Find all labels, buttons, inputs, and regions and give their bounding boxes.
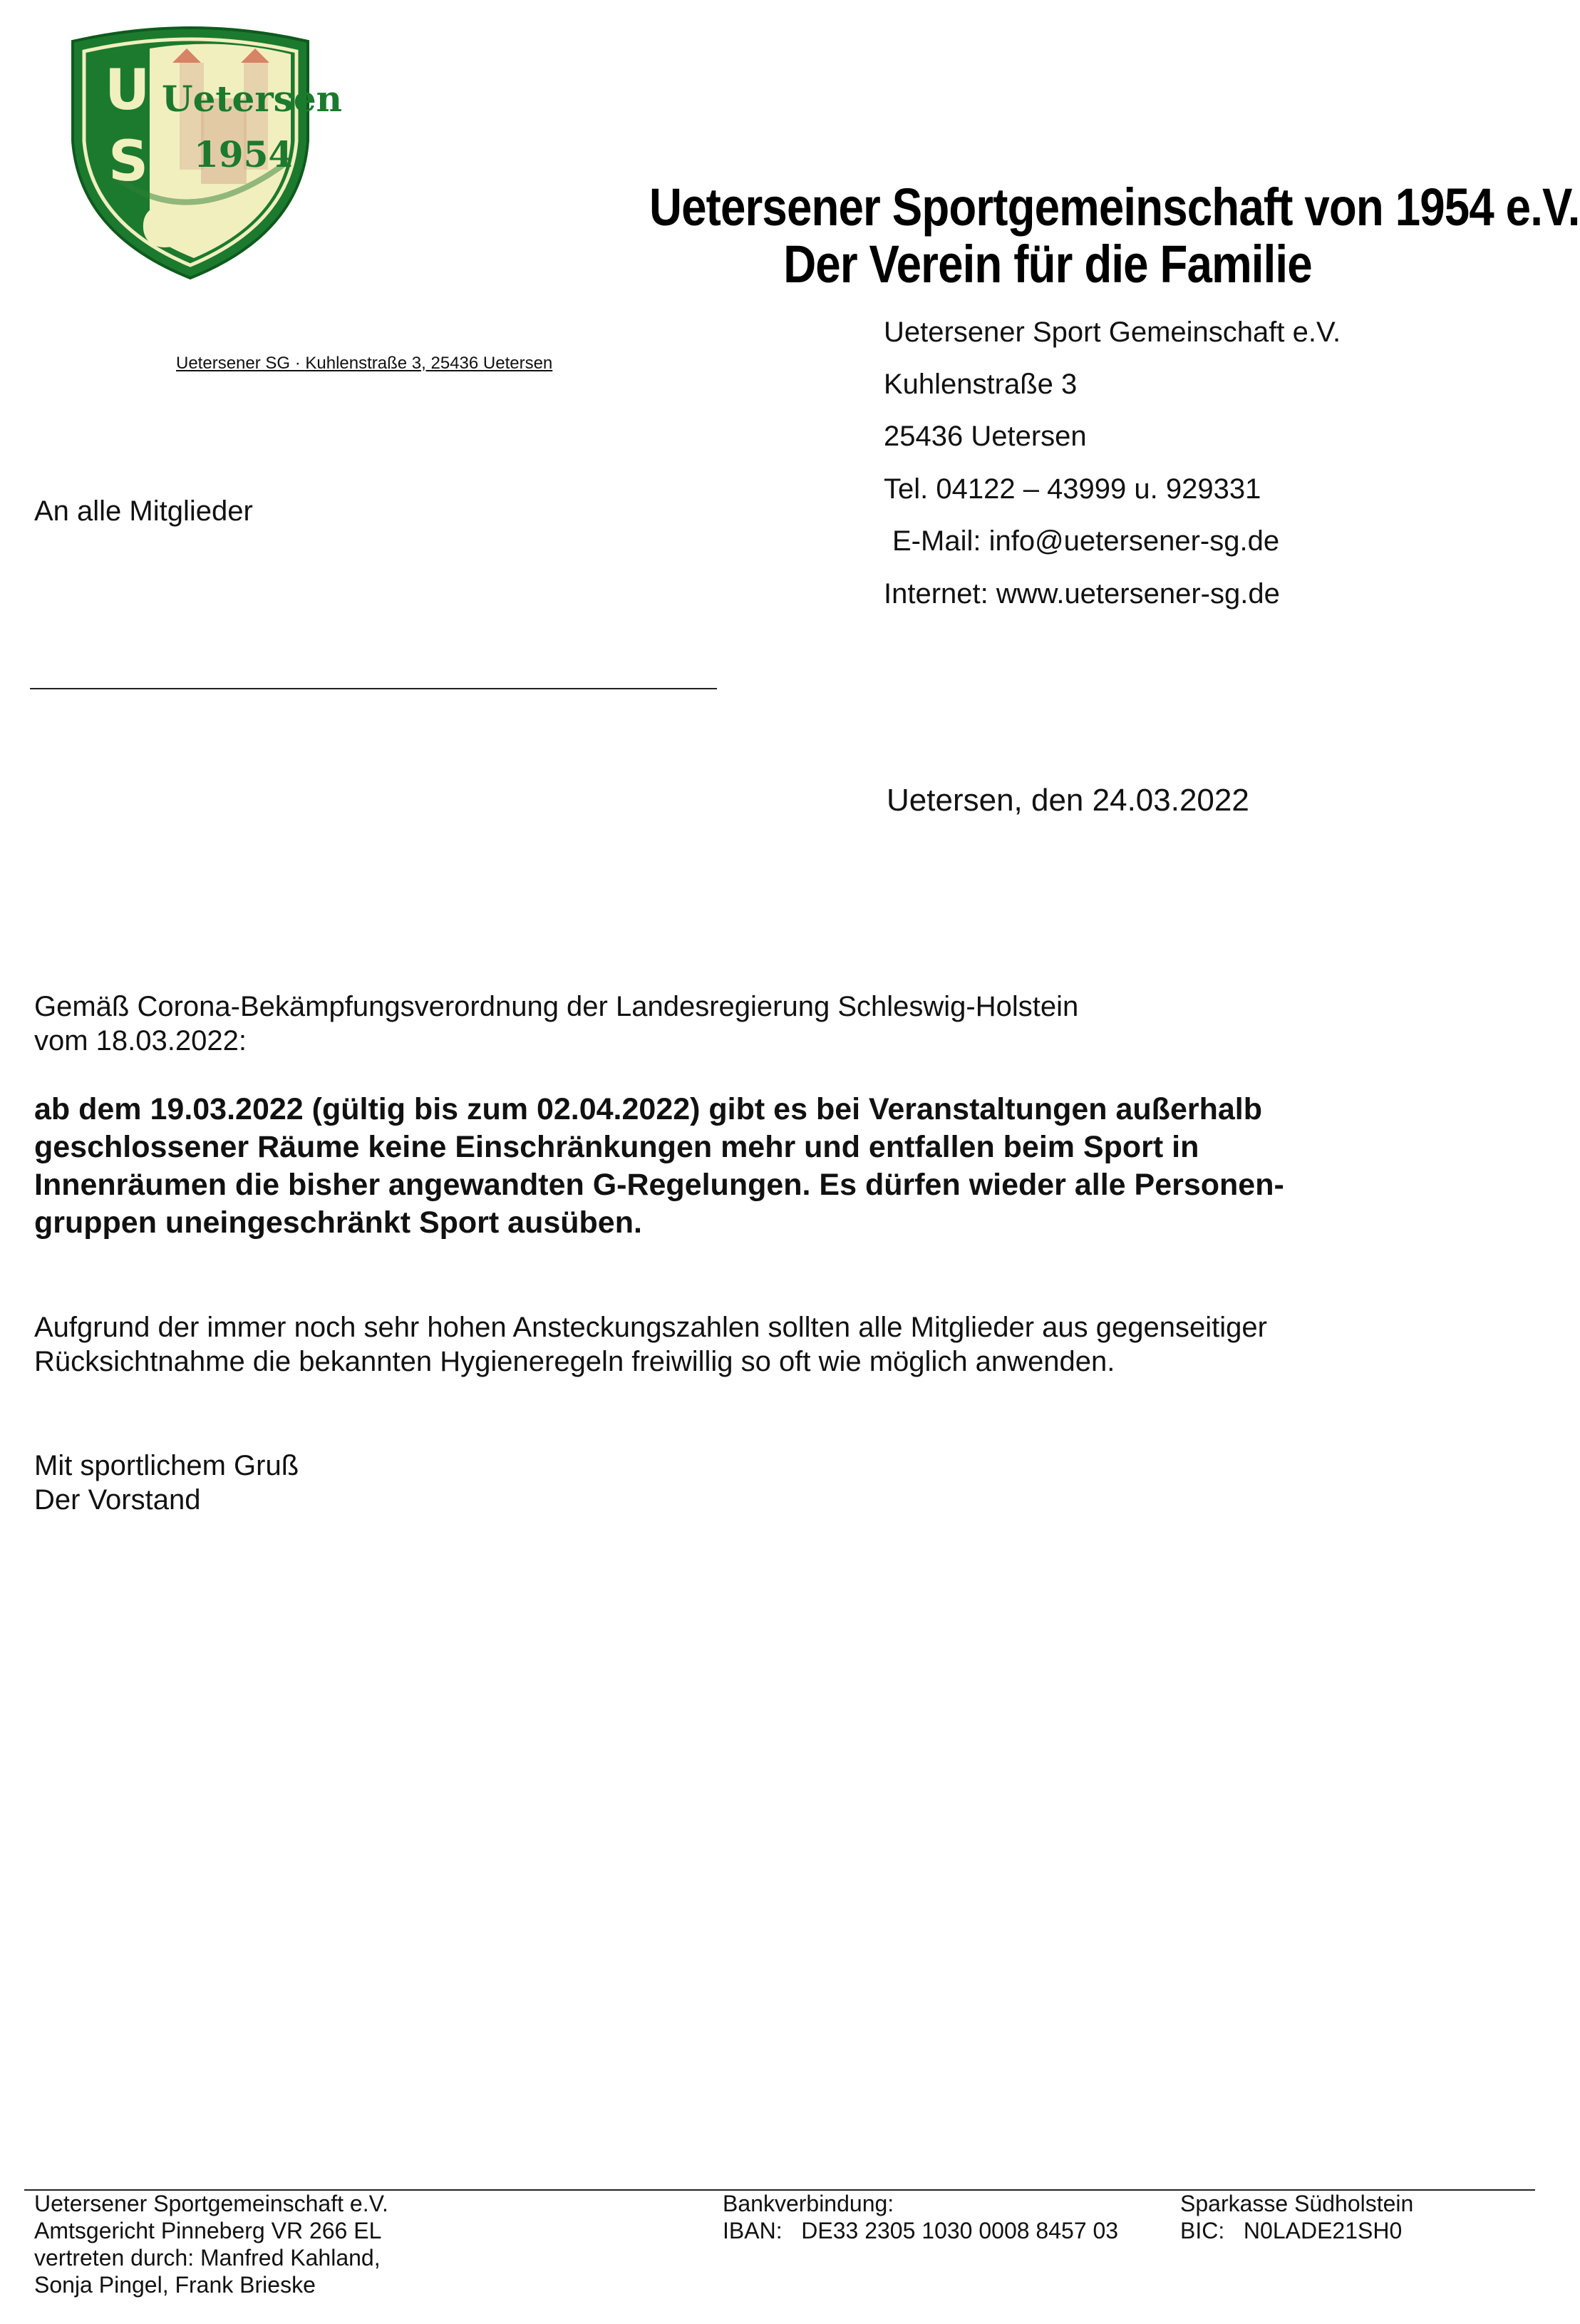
logo-letter-s: S	[108, 130, 149, 194]
regulation-line: Innenräumen die bisher angewandten G-Regelungen. Es dürfen wieder alle Personen-	[34, 1168, 1284, 1202]
club-title: Uetersener Sportgemeinschaft von 1954 e.V.	[649, 178, 1580, 237]
signature: Der Vorstand	[34, 1484, 201, 1516]
footer-legal	[34, 2190, 388, 2298]
footer-legal-line: Sonja Pingel, Frank Brieske	[34, 2272, 316, 2298]
sender-return-line: Uetersener SG · Kuhlenstraße 3, 25436 Uetersen	[176, 354, 553, 373]
closing-greeting: Mit sportlichem Gruß	[34, 1450, 299, 1481]
regulation-line: gruppen uneingeschränkt Sport ausüben.	[34, 1205, 642, 1240]
hygiene-line: Aufgrund der immer noch sehr hohen Ansteckungszahlen sollten alle Mitglieder aus gegenseitiger	[34, 1312, 1267, 1343]
regulation-line: geschlossener Räume keine Einschränkungen mehr und entfallen beim Sport in	[34, 1130, 1199, 1164]
logo-city: Uetersen	[162, 78, 342, 120]
hygiene-paragraph	[34, 1310, 1460, 1379]
logo-letter-g: G	[140, 196, 187, 260]
footer-legal-line: Uetersener Sportgemeinschaft e.V.	[34, 2191, 388, 2216]
regulation-paragraph	[34, 1091, 1431, 1242]
club-logo	[66, 20, 342, 284]
intro-line: Gemäß Corona-Bekämpfungsverordnung der Landesregierung Schleswig-Holstein	[34, 991, 1079, 1022]
regulation-line: ab dem 19.03.2022 (gültig bis zum 02.04.2022) gibt es bei Veranstaltungen außerhalb	[34, 1092, 1262, 1126]
club-slogan: Der Verein für die Familie	[783, 235, 1312, 294]
logo-year: 1954	[194, 133, 294, 175]
address-website[interactable]: Internet: www.uetersener-sg.de	[884, 578, 1280, 610]
address-street: Kuhlenstraße 3	[884, 369, 1078, 400]
address-name: Uetersener Sport Gemeinschaft e.V.	[884, 317, 1341, 348]
footer-bank	[723, 2190, 1118, 2244]
recipient: An alle Mitglieder	[34, 495, 253, 527]
address-city: 25436 Uetersen	[884, 421, 1087, 452]
address-email[interactable]: E-Mail: info@uetersener-sg.de	[892, 525, 1280, 557]
hygiene-line: Rücksichtnahme die bekannten Hygieneregeln freiwillig so oft wie möglich anwenden.	[34, 1346, 1115, 1377]
intro-line: vom 18.03.2022:	[34, 1025, 247, 1056]
bank-label: Bankverbindung:	[723, 2191, 894, 2216]
letter-date: Uetersen, den 24.03.2022	[887, 783, 1249, 818]
closing-block	[34, 1449, 1460, 1517]
bank-bic: BIC: N0LADE21SH0	[1180, 2218, 1403, 2243]
bank-name: Sparkasse Südholstein	[1180, 2191, 1414, 2216]
footer-legal-line: Amtsgericht Pinneberg VR 266 EL	[34, 2218, 382, 2243]
footer-bank-details	[1180, 2190, 1413, 2244]
shield-crest-icon	[66, 20, 342, 284]
bank-iban: IBAN: DE33 2305 1030 0008 8457 03	[723, 2218, 1119, 2243]
intro-paragraph	[34, 989, 1460, 1058]
address-divider	[30, 688, 717, 689]
address-phone: Tel. 04122 – 43999 u. 929331	[884, 473, 1261, 505]
logo-letter-u: U	[105, 58, 150, 123]
footer-legal-line: vertreten durch: Manfred Kahland,	[34, 2245, 381, 2271]
